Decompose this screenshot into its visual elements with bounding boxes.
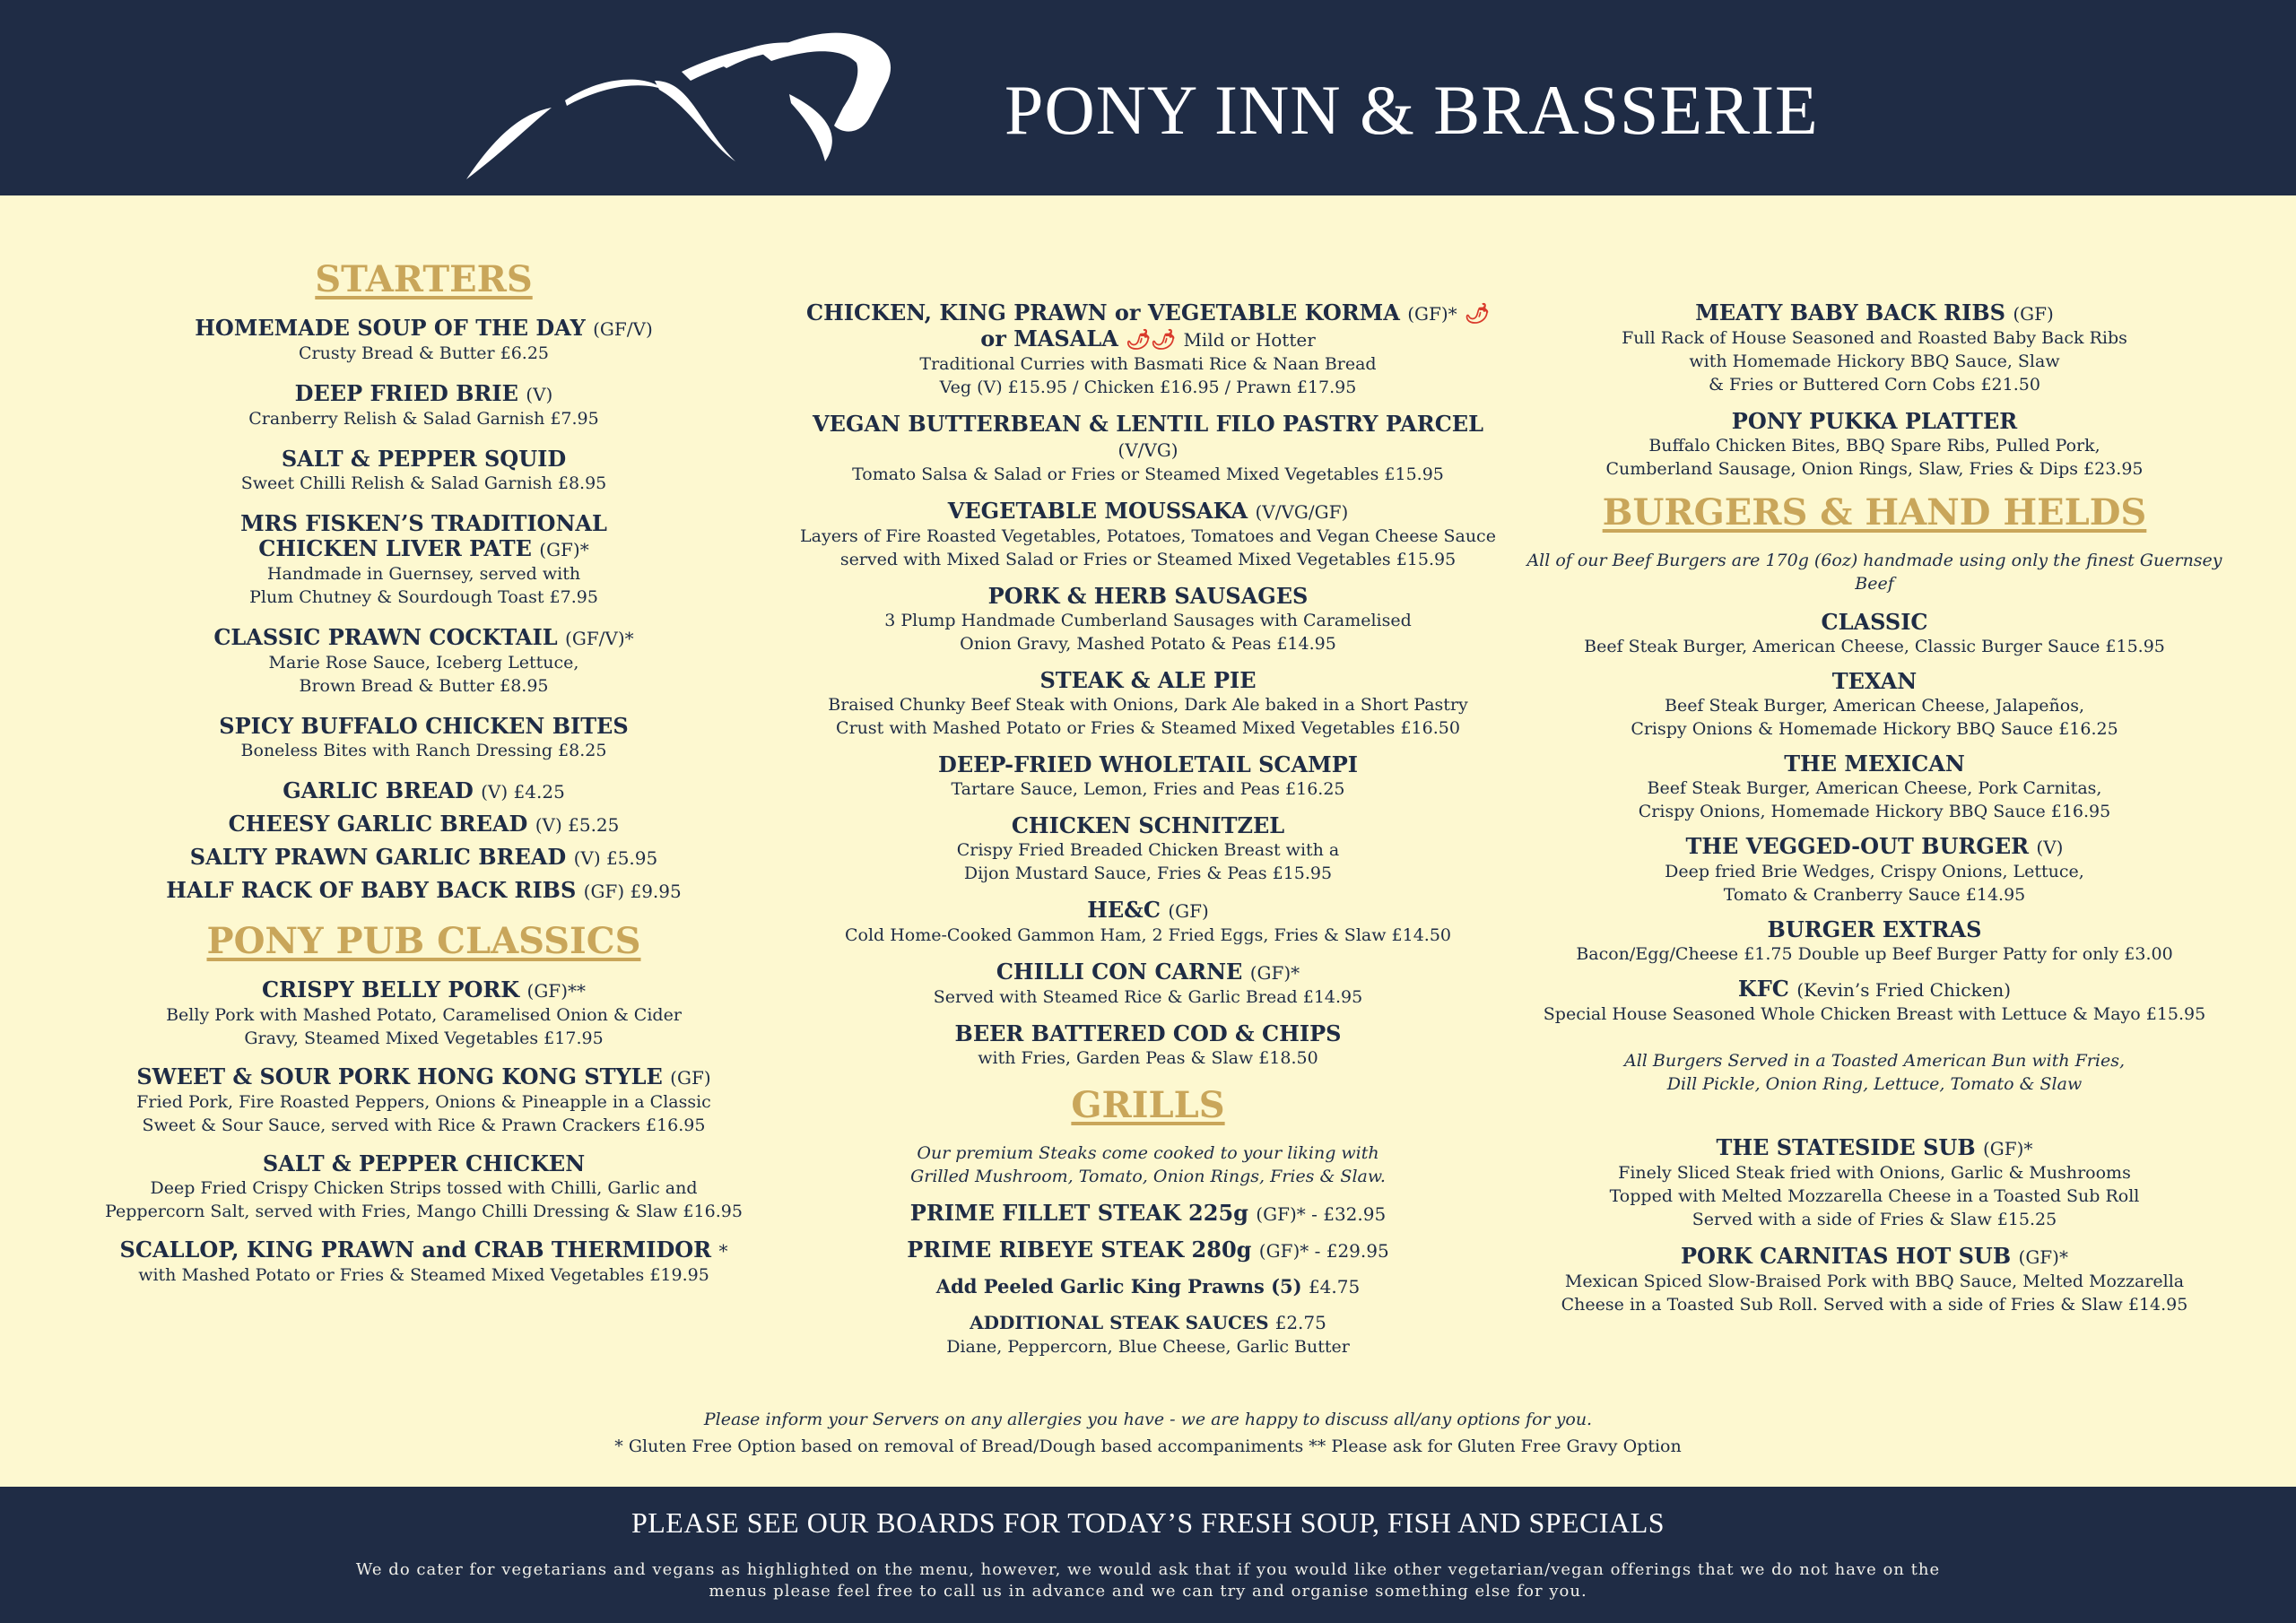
item-description: Cold Home-Cooked Gammon Ham, 2 Fried Eggs, Fries & Slaw £14.50 (844, 925, 1452, 945)
item-name (1525, 917, 2224, 942)
item-description: Cranberry Relish & Salad Garnish £7.95 (248, 409, 599, 429)
item-name (99, 977, 749, 1003)
item-description: Belly Pork with Mashed Potato, Caramelised Onion & Cider (166, 1005, 682, 1025)
item-name (789, 752, 1507, 777)
item-name (789, 1274, 1507, 1299)
item-description: Traditional Curries with Basmati Rice & Naan Bread (919, 354, 1377, 374)
header-banner (0, 0, 2296, 195)
served-line: Dill Pickle, Onion Ring, Lettuce, Tomato & Slaw (1666, 1074, 2083, 1094)
item-description: Finely Sliced Steak fried with Onions, Garlic & Mushrooms (1618, 1163, 2131, 1183)
item-name-text: SPICY BUFFALO CHICKEN BITES (219, 713, 629, 739)
heat-label: Mild or Hotter (1183, 329, 1316, 351)
item-description: served with Mixed Salad or Fries or Steamed Mixed Vegetables £15.95 (839, 550, 1457, 569)
item-name-text: PORK & HERB SAUSAGES (987, 583, 1309, 609)
item-name-text: THE VEGGED-OUT BURGER (1685, 833, 2030, 859)
item-tag: (V) £5.95 (573, 847, 658, 869)
menu-item (1525, 751, 2224, 823)
menu-item (789, 1237, 1507, 1263)
item-name-text: CLASSIC (1821, 609, 1928, 635)
item-tag: (GF) £9.95 (583, 881, 682, 902)
item-name (789, 668, 1507, 693)
item-description: Deep Fried Crispy Chicken Strips tossed with Chilli, Garlic and (150, 1178, 698, 1198)
item-description: Dijon Mustard Sauce, Fries & Peas £15.95 (963, 864, 1333, 883)
menu-item (99, 845, 749, 871)
item-name-text: PRIME FILLET STEAK 225g (909, 1200, 1248, 1226)
item-tag: (V) £5.25 (535, 814, 620, 836)
item-description: Crispy Onions, Homemade Hickory BBQ Sauce £16.95 (1638, 802, 2111, 821)
menu-item (789, 499, 1507, 571)
item-name-text: CHEESY GARLIC BREAD (228, 811, 528, 837)
restaurant-name: PONY INN & BRASSERIE (1004, 71, 1819, 149)
item-description: Boneless Bites with Ranch Dressing £8.25 (240, 741, 607, 760)
menu-item (99, 778, 749, 804)
item-tag: (GF)* (1982, 1138, 2033, 1159)
item-name (99, 1151, 749, 1176)
item-tag: (V) (526, 384, 553, 405)
item-name (99, 812, 749, 838)
item-name (1525, 751, 2224, 777)
item-description: Served with a side of Fries & Slaw £15.25 (1692, 1210, 2057, 1229)
item-description: & Fries or Buttered Corn Cobs £21.50 (1709, 375, 2040, 395)
item-name-text: CLASSIC PRAWN COCKTAIL (213, 624, 558, 650)
menu-item (789, 1021, 1507, 1070)
menu-item (99, 447, 749, 495)
section-title: STARTERS (315, 258, 533, 300)
item-description: Marie Rose Sauce, Iceberg Lettuce, (268, 653, 579, 673)
item-description: Peppercorn Salt, served with Fries, Mango Chilli Dressing & Slaw £16.95 (105, 1202, 743, 1221)
item-name (1525, 1244, 2224, 1270)
item-tag: (V/VG/GF) (1255, 501, 1349, 523)
item-tag: (GF)* - £29.95 (1258, 1240, 1389, 1262)
menu-item (1525, 610, 2224, 658)
item-name (789, 584, 1507, 609)
item-name-text: HE&C (1087, 897, 1161, 923)
menu-item (789, 813, 1507, 885)
item-description: Diane, Peppercorn, Blue Cheese, Garlic Butter (946, 1337, 1350, 1357)
menu-item (789, 1310, 1507, 1358)
item-description: Buffalo Chicken Bites, BBQ Spare Ribs, Pulled Pork, (1648, 436, 2100, 456)
item-name-text: MEATY BABY BACK RIBS (1695, 299, 2005, 325)
item-tag: (GF) (670, 1067, 711, 1089)
menu-item (99, 1237, 749, 1287)
menu-item (789, 1274, 1507, 1299)
item-name-text: BURGER EXTRAS (1767, 916, 1982, 942)
item-name-text: STEAK & ALE PIE (1039, 667, 1257, 693)
menu-item (1525, 300, 2224, 396)
menu-item (99, 1151, 749, 1223)
item-name-text: or MASALA (980, 325, 1118, 352)
item-tag: (Kevin’s Fried Chicken) (1796, 979, 2012, 1001)
item-description: Brown Bread & Butter £8.95 (299, 676, 549, 696)
menu-item (1525, 1244, 2224, 1316)
menu-item (99, 977, 749, 1050)
item-description: Served with Steamed Rice & Garlic Bread £14.95 (933, 987, 1363, 1007)
allergy-note: Please inform your Servers on any allergies you have - we are happy to discuss all/any options for you. (703, 1410, 1593, 1429)
menu-item (789, 300, 1507, 399)
left-column (99, 260, 749, 1301)
item-description: Fried Pork, Fire Roasted Peppers, Onions & Pineapple in a Classic (136, 1092, 711, 1112)
item-name-text: CHICKEN SCHNITZEL (1011, 812, 1285, 838)
item-name (789, 898, 1507, 924)
item-name (99, 625, 749, 651)
specials-headline: PLEASE SEE OUR BOARDS FOR TODAY’S FRESH SOUP, FISH AND SPECIALS (631, 1506, 1665, 1539)
item-description: Sweet & Sour Sauce, served with Rice & Prawn Crackers £16.95 (142, 1115, 706, 1135)
item-description: Crispy Onions & Homemade Hickory BBQ Sauce £16.25 (1631, 719, 2118, 739)
item-description: Bacon/Egg/Cheese £1.75 Double up Beef Burger Patty for only £3.00 (1576, 944, 2173, 964)
item-name (1525, 610, 2224, 635)
item-description: Beef Steak Burger, American Cheese, Classic Burger Sauce £15.95 (1584, 637, 2165, 656)
item-name-text: DEEP FRIED BRIE (294, 380, 518, 406)
item-name (99, 1064, 749, 1090)
menu-item (789, 898, 1507, 947)
item-description: Mexican Spiced Slow-Braised Pork with BBQ Sauce, Melted Mozzarella (1564, 1271, 2185, 1291)
item-description: 3 Plump Handmade Cumberland Sausages with Caramelised (884, 611, 1412, 630)
item-tag: (GF)* (2018, 1246, 2068, 1268)
item-name (789, 1237, 1507, 1263)
burgers-served-note (1525, 1049, 2224, 1096)
menu-item (789, 584, 1507, 655)
item-description: Crust with Mashed Potato or Fries & Steamed Mixed Vegetables £16.50 (836, 718, 1460, 738)
item-description: Tomato & Cranberry Sauce £14.95 (1723, 885, 2026, 905)
item-description: Plum Chutney & Sourdough Toast £7.95 (249, 587, 598, 607)
item-name (789, 412, 1507, 463)
right-column (1525, 300, 2224, 1329)
menu-item (99, 625, 749, 698)
menu-item (1525, 669, 2224, 741)
item-name-text: PRIME RIBEYE STEAK 280g (907, 1237, 1252, 1263)
grills-intro: Grilled Mushroom, Tomato, Onion Rings, Fries & Slaw. (910, 1167, 1386, 1186)
item-name (99, 447, 749, 472)
item-name-text: CRISPY BELLY PORK (261, 976, 520, 1002)
item-name (789, 813, 1507, 838)
item-name-text: ADDITIONAL STEAK SAUCES (970, 1312, 1269, 1333)
item-name (1525, 669, 2224, 694)
menu-item (1525, 834, 2224, 907)
menu-item (1525, 976, 2224, 1026)
item-description: Layers of Fire Roasted Vegetables, Potatoes, Tomatoes and Vegan Cheese Sauce (800, 526, 1496, 546)
item-name-text: HOMEMADE SOUP OF THE DAY (195, 315, 586, 341)
item-description: with Homemade Hickory BBQ Sauce, Slaw (1689, 352, 2060, 371)
item-name (789, 1021, 1507, 1046)
item-name-text: Add Peeled Garlic King Prawns (5) (935, 1275, 1302, 1298)
item-name (1525, 300, 2224, 326)
menu-item (1525, 409, 2224, 481)
item-name-text: VEGAN BUTTERBEAN & LENTIL FILO PASTRY PARCEL (813, 411, 1483, 437)
item-name (99, 845, 749, 871)
section-title: BURGERS & HAND HELDS (1602, 491, 2147, 534)
item-tag: (GF) (1168, 900, 1209, 922)
menu-item (99, 316, 749, 365)
item-name (99, 511, 749, 562)
item-name-text: KFC (1737, 976, 1789, 1002)
menu-item (789, 752, 1507, 801)
item-name-text: SWEET & SOUR PORK HONG KONG STYLE (136, 1063, 663, 1089)
served-line: All Burgers Served in a Toasted American Bun with Fries, (1623, 1051, 2125, 1071)
menu-item (789, 1201, 1507, 1227)
item-description: Tartare Sauce, Lemon, Fries and Peas £16.25 (951, 779, 1345, 799)
item-name (789, 300, 1507, 352)
item-tag: (GF/V) (593, 318, 653, 340)
item-tag: (V) £4.25 (481, 781, 565, 803)
gluten-note: * Gluten Free Option based on removal of Bread/Dough based accompaniments ** Please ask for Gluten Free Gravy Option (614, 1436, 1682, 1456)
item-name (789, 1201, 1507, 1227)
menu-item (99, 878, 749, 904)
menu-item (99, 381, 749, 430)
item-name (789, 499, 1507, 525)
item-name-text: VEGETABLE MOUSSAKA (947, 498, 1248, 524)
item-tag: (GF/V)* (565, 628, 634, 649)
item-name (1525, 1135, 2224, 1161)
item-description: with Fries, Garden Peas & Slaw £18.50 (978, 1048, 1318, 1068)
menu-item (99, 812, 749, 838)
item-tag: * (718, 1240, 728, 1262)
item-name (789, 959, 1507, 985)
item-tag: (GF)* (539, 539, 589, 560)
item-description: Topped with Melted Mozzarella Cheese in a Toasted Sub Roll (1609, 1186, 2140, 1206)
item-description: with Mashed Potato or Fries & Steamed Mixed Vegetables £19.95 (138, 1265, 709, 1285)
item-description: Beef Steak Burger, American Cheese, Jalapeños, (1664, 696, 2084, 716)
item-description: Beef Steak Burger, American Cheese, Pork Carnitas, (1647, 778, 2102, 798)
item-name (789, 1310, 1507, 1335)
item-description: Crispy Fried Breaded Chicken Breast with a (956, 840, 1340, 860)
item-name-line: CHICKEN LIVER PATE (258, 535, 532, 561)
item-name (99, 714, 749, 739)
grills-intro: Our premium Steaks come cooked to your liking with (917, 1143, 1379, 1163)
item-name-text: THE MEXICAN (1784, 751, 1965, 777)
item-name-text: DEEP-FRIED WHOLETAIL SCAMPI (938, 751, 1358, 777)
item-tag: (GF)* - £32.95 (1256, 1203, 1387, 1225)
item-tag: (GF)* (1249, 962, 1300, 984)
menu-item (99, 511, 749, 609)
item-name-line: MRS FISKEN’S TRADITIONAL (240, 510, 607, 536)
menu-item (99, 714, 749, 762)
menu-item (789, 959, 1507, 1009)
item-description: Braised Chunky Beef Steak with Onions, Dark Ale baked in a Short Pastry (828, 695, 1468, 715)
item-description: Crusty Bread & Butter £6.25 (298, 343, 550, 363)
item-name (99, 381, 749, 407)
item-name-text: GARLIC BREAD (283, 777, 474, 803)
item-description: Tomato Salsa & Salad or Fries or Steamed Mixed Vegetables £15.95 (852, 464, 1444, 484)
item-tag: (GF) (2013, 303, 2054, 325)
item-name-text: SALT & PEPPER CHICKEN (262, 1150, 586, 1176)
footer-banner (0, 1487, 2296, 1623)
menu-item (1525, 917, 2224, 966)
item-description: Onion Gravy, Mashed Potato & Peas £14.95 (960, 634, 1336, 654)
item-tag: (GF)* (1407, 303, 1457, 325)
item-description: Sweet Chilli Relish & Salad Garnish £8.95 (240, 473, 607, 493)
item-name-text: PONY PUKKA PLATTER (1731, 408, 2018, 434)
item-description: Gravy, Steamed Mixed Vegetables £17.95 (244, 1028, 604, 1048)
burgers-intro: All of our Beef Burgers are 170g (6oz) handmade using only the finest Guernsey Beef (1526, 551, 2222, 594)
item-name (99, 778, 749, 804)
item-tag: £2.75 (1274, 1312, 1326, 1333)
menu-item (789, 412, 1507, 486)
section-title: PONY PUB CLASSICS (206, 920, 641, 962)
item-description: Deep fried Brie Wedges, Crispy Onions, Lettuce, (1665, 862, 2084, 881)
section-title: GRILLS (1071, 1084, 1225, 1126)
allergy-notes (0, 1406, 2296, 1460)
item-tag: (GF)** (526, 980, 586, 1002)
chili-icon: 🌶🌶 (1126, 328, 1177, 352)
item-tag: (V/VG) (1118, 439, 1178, 461)
item-name (99, 1237, 749, 1263)
item-name-text: TEXAN (1831, 668, 1918, 694)
item-description: Cheese in a Toasted Sub Roll. Served with a side of Fries & Slaw £14.95 (1561, 1295, 2188, 1315)
item-name-text: THE STATESIDE SUB (1716, 1134, 1976, 1160)
item-tag: (V) (2036, 837, 2064, 858)
item-name-text: HALF RACK OF BABY BACK RIBS (166, 877, 577, 903)
item-name-text: BEER BATTERED COD & CHIPS (954, 1020, 1342, 1046)
item-name-text: SCALLOP, KING PRAWN and CRAB THERMIDOR (119, 1237, 712, 1263)
item-name-text: CHILLI CON CARNE (996, 959, 1243, 985)
item-name-text: SALT & PEPPER SQUID (281, 446, 567, 472)
item-description: Veg (V) £15.95 / Chicken £16.95 / Prawn £17.95 (939, 378, 1357, 397)
item-description: Special House Seasoned Whole Chicken Breast with Lettuce & Mayo £15.95 (1543, 1004, 2206, 1024)
item-name (99, 316, 749, 342)
item-name-text: CHICKEN, KING PRAWN or VEGETABLE KORMA (806, 299, 1400, 325)
item-description: Handmade in Guernsey, served with (266, 564, 581, 584)
item-description: Cumberland Sausage, Onion Rings, Slaw, Fries & Dips £23.95 (1605, 459, 2144, 479)
item-name (1525, 976, 2224, 1002)
item-description: Full Rack of House Seasoned and Roasted Baby Back Ribs (1622, 328, 2127, 348)
menu-item (99, 1064, 749, 1137)
item-name-text: PORK CARNITAS HOT SUB (1681, 1243, 2012, 1269)
item-name (1525, 834, 2224, 860)
menu-item (1525, 1135, 2224, 1231)
vegetarian-note: We do cater for vegetarians and vegans as highlighted on the menu, however, we would ask that if you would like other vegetarian/vegan offerings that we do not have on the menus please feel free to call us in advance and we can try and organise something else for you. (355, 1560, 1941, 1601)
chili-icon: 🌶 (1465, 302, 1490, 325)
horse-head-logo (466, 27, 897, 184)
item-name (99, 878, 749, 904)
item-tag: £4.75 (1308, 1276, 1361, 1298)
menu-item (789, 668, 1507, 740)
middle-column (789, 300, 1507, 1369)
item-name-text: SALTY PRAWN GARLIC BREAD (189, 844, 567, 870)
item-name (1525, 409, 2224, 434)
